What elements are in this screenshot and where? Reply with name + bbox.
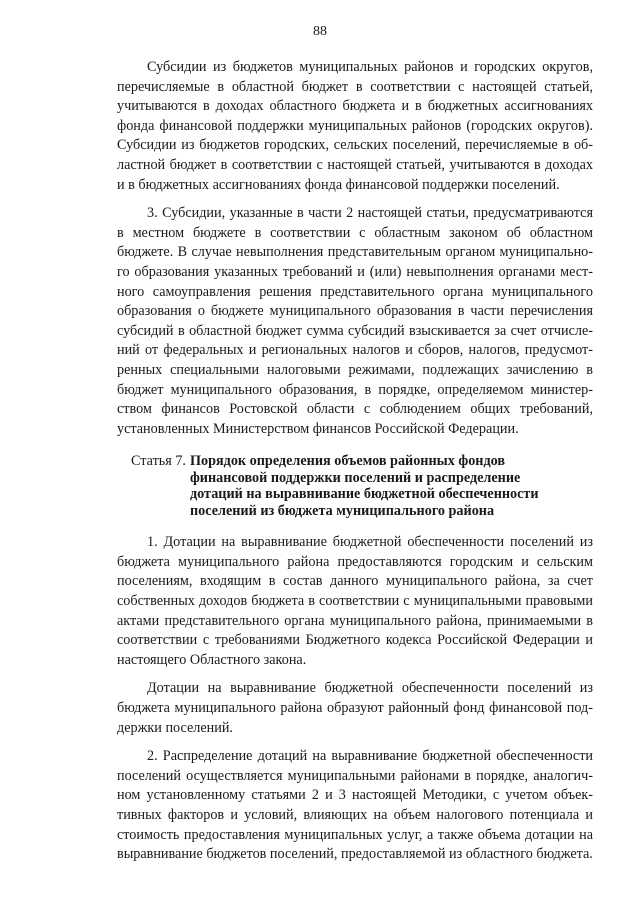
page-number: 88 <box>313 24 327 39</box>
article-label: Статья 7. <box>131 453 186 470</box>
paragraph-grants-provision: 1. Дотации на выравнивание бюджетной обеспеченности поселений из бюджета муниципального района предоставляются городским и сельским поселениям, входящим в состав данного муниципального района, за счет собственных доходов бюджета в соответствии с муниципальными правовыми актами представительного органа муниципального района, принимаемыми в соответствии с требованиями Бюджетного кодекса Российской Федерации и настоящего Областного закона. <box>117 534 593 668</box>
document-body <box>117 58 593 865</box>
article-title <box>190 453 562 519</box>
article-title-line: финансовой поддержки поселений и распределение <box>189 469 521 486</box>
article-heading <box>117 453 593 519</box>
article-title-line: поселений из бюджета муниципального района <box>189 502 495 519</box>
paragraph-subsidies-local-budget: 3. Субсидии, указанные в части 2 настоящей статьи, предусматриваются в местном бюджете в соответствии с областным законом об областном бюджете. В случае невыполнения представительным органом муниципального образования указанных требований и (или) невыполнения органами местного самоуправления решения представительного органа муниципального образования о бюджете муниципального образования в части перечисления субсидий в областной бюджет сумма субсидий взыскивается за счет отчислений от федеральных и региональных налогов и сборов, налогов, предусмотренных специальными налоговыми режимами, подлежащих зачислению в бюджет муниципального образования, в порядке, определяемом министерством финансов Ростовской области с соблюдением общих требований, установленных Министерством финансов Российской Федерации. <box>117 205 593 437</box>
article-title-line: дотаций на выравнивание бюджетной обеспеченности <box>189 486 539 503</box>
paragraph-subsidies-accounting: Субсидии из бюджетов муниципальных районов и городских округов, перечисляемые в областной бюджет в соответствии с настоящей статьей, учитываются в доходах областного бюджета и в бюджетных ассигнованиях фонда финансовой поддержки муниципальных районов (городских округов). Субсидии из бюджетов городских, сельских поселений, перечисляемые в областной бюджет в соответствии с настоящей статьей, учитываются в доходах и в бюджетных ассигнованиях фонда финансовой поддержки поселений. <box>117 59 593 193</box>
paragraph-grants-distribution: 2. Распределение дотаций на выравнивание бюджетной обеспеченности поселений осуществляется муниципальными районами в порядке, аналогичном установленному статьями 2 и 3 настоящей Методики, с учетом объективных факторов и условий, влияющих на объем налогового потенциала и стоимость предоставления муниципальных услуг, а также объема дотации на выравнивание бюджетов поселений, предоставляемой из областного бюджета. <box>117 748 593 863</box>
paragraph-district-fund: Дотации на выравнивание бюджетной обеспеченности поселений из бюджета муниципального района образуют районный фонд финансовой поддержки поселений. <box>117 680 593 736</box>
article-title-line: Порядок определения объемов районных фондов <box>189 453 506 470</box>
